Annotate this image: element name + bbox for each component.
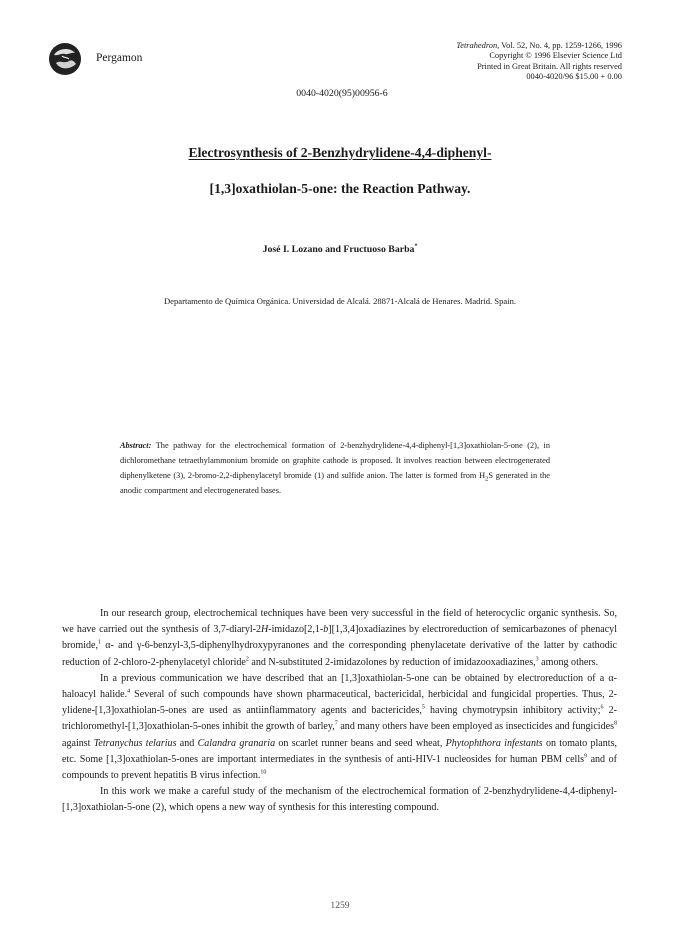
text: having chymotrypsin inhibitory activity;	[424, 705, 601, 717]
text: and many others have been employed as insecticides and fungicides	[337, 721, 614, 733]
paper-title-line-1: Electrosynthesis of 2-Benzhydrylidene-4,4-diphenyl-	[188, 145, 492, 160]
text: In a previous communication we have described that an [1,3]oxathiolan-5-one can be obtained by electroreduction of a α-haloacyl halide.	[62, 672, 617, 701]
citation-ref: 3	[535, 656, 539, 663]
text-italic: Calandra granaria	[197, 737, 276, 749]
journal-volume-pages: Vol. 52, No. 4, pp. 1259-1266, 1996	[499, 41, 622, 50]
text: -imidazo[2,1-	[268, 624, 324, 636]
text: and N-substituted 2-imidazolones by reduction of imidazooxadiazines,	[248, 656, 536, 668]
paragraph-2	[62, 671, 617, 784]
copyright-line: Copyright © 1996 Elsevier Science Ltd	[489, 51, 622, 61]
abstract-subscript: 2	[485, 475, 489, 483]
citation-ref: 5	[421, 704, 425, 711]
price-code: 0040-4020/96 $15.00 + 0.00	[526, 72, 622, 82]
text: Several of such compounds have shown pharmaceutical, bactericidal, herbicidal and fungicidal properties. Thus, 2-ylidene-[1,3]oxathiolan-5-ones are used as antiinflammatory agents and bactericides,	[62, 689, 617, 717]
abstract-text-1: The pathway for the electrochemical formation of 2-benzhydrylidene-4,4-diphenyl-[1,3]oxathiolan-5-one (2), in dichloromethane tetraethylammonium bromide on graphite cathode is proposed. It involves reaction between electrogenerated diphenylketene (3), 2-bromo-2,2-diphenylacetyl bromide (1) and sulfide anion. The latter is formed from H	[120, 441, 550, 481]
corresponding-author-marker: *	[414, 243, 418, 250]
text: In our research group, electrochemical techniques have been very successful in the field of heterocyclic organic synthesis. So, we have carried out the synthesis of 3,7-diaryl-2	[62, 608, 617, 636]
citation-ref: 1	[98, 640, 101, 647]
text: α- and γ-6-benzyl-3,5-diphenylhydroxypyranones and the corresponding phenylacetate derivative of the latter by cathodic reduction of 2-chloro-2-phenylacetyl chloride	[62, 640, 617, 668]
text: and	[176, 737, 198, 749]
text-italic: b	[323, 624, 329, 636]
text: and of compounds to prevent hepatitis B virus infection.	[62, 753, 617, 782]
text: against	[62, 737, 94, 749]
journal-citation-block	[362, 41, 622, 83]
text-italic: H	[261, 624, 269, 636]
citation-ref: 6	[600, 704, 604, 711]
citation-ref: 2	[245, 656, 249, 663]
text: among others.	[538, 656, 599, 668]
pergamon-logo-icon	[48, 42, 82, 76]
printed-line: Printed in Great Britain. All rights reserved	[477, 61, 622, 71]
abstract-label: Abstract:	[120, 441, 152, 450]
citation-ref: 10	[260, 769, 267, 776]
text: on scarlet runner beans and seed wheat,	[275, 737, 446, 749]
paragraph-1	[62, 606, 617, 671]
text: on tomato plants, etc. Some [1,3]oxathiolan-5-ones are important intermediates in the synthesis of anti-HIV-1 nucleosides for human PBM cells	[62, 737, 618, 765]
publisher-name: Pergamon	[96, 52, 143, 64]
text-italic: Phytophthora infestants	[445, 737, 543, 749]
page-number: 1259	[330, 900, 350, 911]
text: 2-trichloromethyl-[1,3]oxathiolan-5-ones inhibit the growth of barley,	[62, 705, 617, 733]
doi-code: 0040-4020(95)00956-6	[296, 88, 388, 99]
author-names: José I. Lozano and Fructuoso Barba	[262, 244, 415, 255]
body-text	[62, 606, 617, 817]
journal-name: Tetrahedron,	[456, 41, 500, 50]
paragraph-3: In this work we make a careful study of the mechanism of the electrochemical formation of 2-benzhydrylidene-4,4-diphenyl-[1,3]oxathiolan-5-one (2), which opens a new way of synthesis for this interesting compound.	[62, 786, 617, 814]
citation-ref: 8	[614, 721, 617, 728]
journal-citation	[362, 41, 622, 51]
citation-ref: 9	[584, 753, 588, 760]
citation-ref: 4	[127, 688, 131, 695]
text-italic: Tetranychus telarius	[93, 737, 177, 749]
abstract-text-2: S generated in the anodic compartment and electrogenerated bases.	[120, 471, 550, 496]
text: ][1,3,4]oxadiazines by electroreduction of semicarbazones of phenacyl bromide,	[62, 624, 617, 652]
paper-title-line-2: [1,3]oxathiolan-5-one: the Reaction Pathway.	[209, 181, 471, 196]
authors	[0, 244, 680, 255]
abstract	[120, 438, 550, 498]
citation-ref: 7	[334, 721, 338, 728]
affiliation: Departamento de Química Orgánica. Universidad de Alcalá. 28871-Alcalá de Henares. Madrid. Spain.	[163, 296, 517, 306]
